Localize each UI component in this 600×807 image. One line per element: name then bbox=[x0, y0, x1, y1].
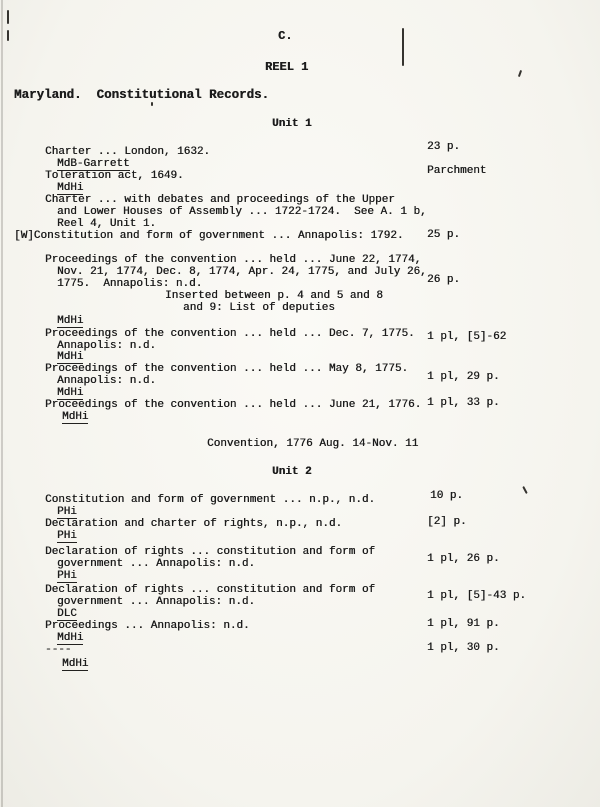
library-code: MdHi bbox=[62, 658, 89, 670]
scan-artifact bbox=[518, 70, 522, 77]
entry-line: Annapolis: n.d. bbox=[57, 340, 157, 352]
library-code: PHi bbox=[57, 570, 77, 582]
entry-line: Proceedings of the convention ... held ... June 22, 1774, bbox=[45, 254, 422, 266]
entry-line: Toleration act, 1649. bbox=[45, 170, 184, 182]
scan-artifact bbox=[7, 10, 9, 24]
entry-line: Charter ... with debates and proceedings of the Upper bbox=[45, 194, 395, 206]
extent: [2] p. bbox=[427, 516, 467, 528]
scan-edge-line bbox=[1, 0, 3, 807]
scan-artifact bbox=[402, 28, 404, 66]
entry-line: Declaration of rights ... constitution and form of bbox=[45, 546, 376, 558]
extent: 26 p. bbox=[427, 274, 461, 286]
entry-line: government ... Annapolis: n.d. bbox=[57, 558, 256, 570]
entry-line: Reel 4, Unit 1. bbox=[57, 218, 157, 230]
extent: 1 pl, [5]-62 bbox=[427, 331, 507, 343]
library-code: PHi bbox=[57, 506, 77, 518]
entry-line: Proceedings of the convention ... held ... May 8, 1775. bbox=[45, 363, 409, 375]
extent: 1 pl, 29 p. bbox=[427, 371, 500, 383]
entry-line: Declaration and charter of rights, n.p., n.d. bbox=[45, 518, 343, 530]
library-code: MdHi bbox=[57, 387, 84, 399]
scan-artifact bbox=[522, 486, 528, 494]
page-letter: C. bbox=[278, 29, 293, 43]
library-code: MdHi bbox=[57, 315, 84, 327]
insert-note-line: and 9: List of deputies bbox=[183, 302, 335, 314]
entry-line: Declaration of rights ... constitution and form of bbox=[45, 584, 376, 596]
entry-line: Annapolis: n.d. bbox=[57, 375, 157, 387]
extent: 23 p. bbox=[427, 141, 461, 153]
library-code: MdHi bbox=[57, 182, 84, 194]
extent: 1 pl, 33 p. bbox=[427, 397, 500, 409]
extent: 1 pl, 26 p. bbox=[427, 553, 500, 565]
scan-artifact bbox=[151, 102, 153, 106]
extent: 10 p. bbox=[430, 490, 464, 502]
library-code: MdHi bbox=[57, 351, 84, 363]
unit1-title: Unit 1 bbox=[272, 118, 312, 130]
entry-line: Nov. 21, 1774, Dec. 8, 1774, Apr. 24, 1775, and July 26, bbox=[57, 266, 427, 278]
library-code: PHi bbox=[57, 530, 77, 542]
library-code: MdB-Garrett bbox=[57, 158, 130, 170]
entry-line: Proceedings ... Annapolis: n.d. bbox=[45, 620, 250, 632]
entry-line: and Lower Houses of Assembly ... 1722-1724. See A. 1 b, bbox=[57, 206, 427, 218]
library-code: DLC bbox=[57, 608, 77, 620]
library-code: MdHi bbox=[57, 632, 84, 644]
entry-line: 1775. Annapolis: n.d. bbox=[57, 278, 203, 290]
collection-title: Maryland. Constitutional Records. bbox=[14, 88, 270, 102]
entry-line: [W]Constitution and form of government ... Annapolis: 1792. bbox=[14, 230, 404, 242]
entry-line: Constitution and form of government ... n.p., n.d. bbox=[45, 494, 376, 506]
entry-line: ---- bbox=[45, 644, 72, 656]
entry-line: Proceedings of the convention ... held ... June 21, 1776. bbox=[45, 399, 422, 411]
reel-title: REEL 1 bbox=[265, 60, 309, 74]
extent: 1 pl, 30 p. bbox=[427, 642, 500, 654]
section-heading: Convention, 1776 Aug. 14-Nov. 11 bbox=[207, 438, 419, 450]
entry-line: Proceedings of the convention ... held ... Dec. 7, 1775. bbox=[45, 328, 415, 340]
extent: 25 p. bbox=[427, 229, 461, 241]
entry-line: Charter ... London, 1632. bbox=[45, 146, 211, 158]
entry-line: government ... Annapolis: n.d. bbox=[57, 596, 256, 608]
extent: 1 pl, [5]-43 p. bbox=[427, 590, 527, 602]
library-code: MdHi bbox=[62, 411, 89, 423]
scan-artifact bbox=[7, 30, 9, 41]
extent: 1 pl, 91 p. bbox=[427, 618, 500, 630]
insert-note-line: Inserted between p. 4 and 5 and 8 bbox=[165, 290, 383, 302]
extent: Parchment bbox=[427, 165, 487, 177]
unit2-title: Unit 2 bbox=[272, 466, 312, 478]
